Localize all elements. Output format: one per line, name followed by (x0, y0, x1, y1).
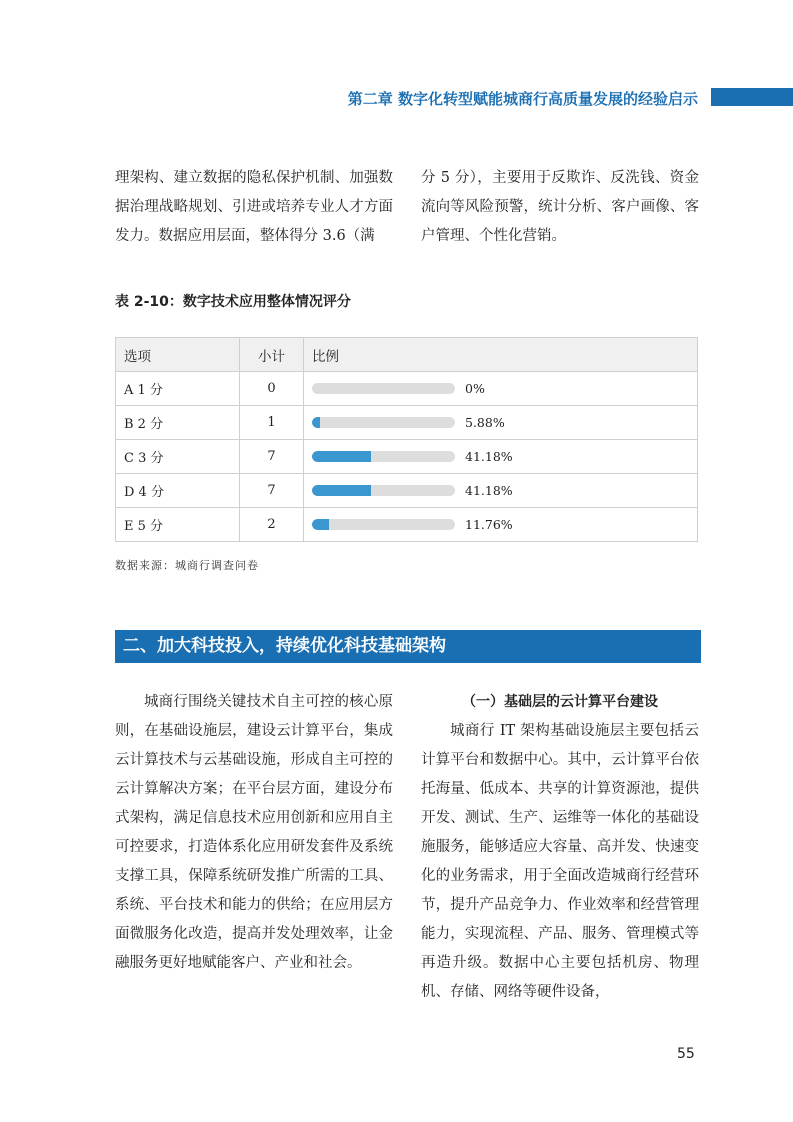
ratio-cell (304, 406, 698, 440)
count-cell: 7 (240, 440, 304, 474)
data-source-note: 数据来源：城商行调查问卷 (115, 559, 259, 572)
header-option: 选项 (116, 338, 240, 372)
intro-left-text: 理架构、建立数据的隐私保护机制、加强数据治理战略规划、引进或培养专业人才方面发力。数据应用层面，整体得分 3.6（满 (115, 170, 393, 244)
ratio-percent: 0% (465, 381, 485, 396)
option-cell: E 5 分 (116, 508, 240, 542)
section-heading: 二、加大科技投入，持续优化科技基础架构 (115, 630, 701, 663)
ratio-percent: 41.18% (465, 449, 513, 464)
table-row (116, 406, 698, 440)
table-caption: 表 2-10：数字技术应用整体情况评分 (115, 294, 351, 310)
ratio-percent: 41.18% (465, 483, 513, 498)
table-row (116, 372, 698, 406)
ratio-bar-track (312, 383, 455, 394)
intro-right-text: 分 5 分），主要用于反欺诈、反洗钱、资金流向等风险预警，统计分析、客户画像、客户管理、个性化营销。 (421, 170, 699, 244)
page-number: 55 (677, 1046, 695, 1062)
score-table (115, 337, 698, 542)
section-left-column (115, 688, 393, 978)
ratio-cell (304, 508, 698, 542)
count-cell: 7 (240, 474, 304, 508)
count-cell: 0 (240, 372, 304, 406)
ratio-bar-fill (312, 519, 329, 530)
count-cell: 1 (240, 406, 304, 440)
chapter-title: 第二章 数字化转型赋能城商行高质量发展的经验启示 (347, 90, 698, 108)
ratio-bar-fill (312, 485, 371, 496)
intro-right-column (421, 164, 699, 251)
table-row (116, 508, 698, 542)
header-count: 小计 (240, 338, 304, 372)
ratio-bar-track (312, 485, 455, 496)
table-header-row (116, 338, 698, 372)
ratio-percent: 11.76% (465, 517, 513, 532)
ratio-cell (304, 474, 698, 508)
header-accent-bar (711, 88, 793, 106)
subsection-heading: （一）基础层的云计算平台建设 (462, 694, 658, 710)
ratio-percent: 5.88% (465, 415, 505, 430)
intro-left-column (115, 164, 393, 251)
header-ratio: 比例 (304, 338, 698, 372)
option-cell: C 3 分 (116, 440, 240, 474)
section-right-column (421, 688, 699, 1007)
option-cell: D 4 分 (116, 474, 240, 508)
ratio-bar-track (312, 519, 455, 530)
ratio-bar-track (312, 417, 455, 428)
section-right-paragraph: 城商行 IT 架构基础设施层主要包括云计算平台和数据中心。其中，云计算平台依托海量、低成本、共享的计算资源池，提供开发、测试、生产、运维等一体化的基础设施服务，能够适应大容量、高并发、快速变化的业务需求，用于全面改造城商行经营环节，提升产品竞争力、作业效率和经营管理能力，实现流程、产品、服务、管理模式等再造升级。数据中心主要包括机房、物理机、存储、网络等硬件设备， (421, 723, 699, 1000)
table-row (116, 474, 698, 508)
ratio-bar-track (312, 451, 455, 462)
option-cell: A 1 分 (116, 372, 240, 406)
ratio-bar-fill (312, 417, 320, 428)
ratio-cell (304, 372, 698, 406)
section-left-paragraph: 城商行围绕关键技术自主可控的核心原则，在基础设施层，建设云计算平台，集成云计算技术与云基础设施，形成自主可控的云计算解决方案；在平台层方面，建设分布式架构，满足信息技术应用创新和应用自主可控要求，打造体系化应用研发套件及系统支撑工具，保障系统研发推广所需的工具、系统、平台技术和能力的供给；在应用层方面微服务化改造，提高并发处理效率，让金融服务更好地赋能客户、产业和社会。 (115, 694, 393, 971)
table-row (116, 440, 698, 474)
option-cell: B 2 分 (116, 406, 240, 440)
count-cell: 2 (240, 508, 304, 542)
ratio-cell (304, 440, 698, 474)
ratio-bar-fill (312, 451, 371, 462)
